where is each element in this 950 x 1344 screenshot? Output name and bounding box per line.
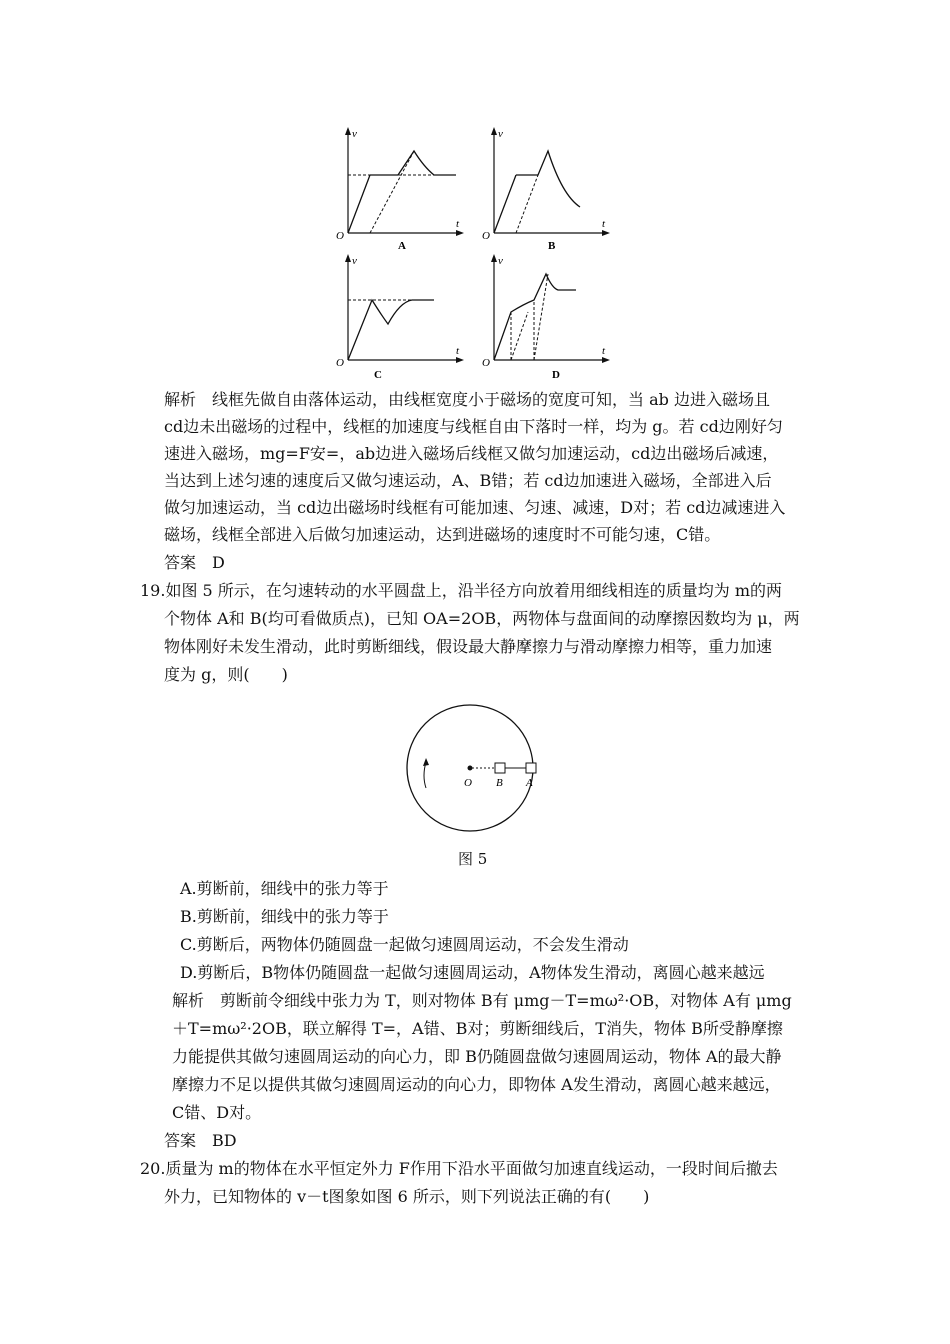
q20-stem-line: 20.质量为 m的物体在水平恒定外力 F作用下沿水平面做匀加速直线运动，一段时间后撤去 [140, 1159, 778, 1178]
center-o-label: O [464, 777, 472, 789]
object-a-label: A [526, 777, 533, 789]
q19-analysis-line: ＋T=mω²·2OB，联立解得 T=，A错、B对；剪断细线后，T消失，物体 B所受静摩擦 [172, 1019, 783, 1038]
q18-analysis-line: 解析 线框先做自由落体运动，由线框宽度小于磁场的宽度可知，当 ab 边进入磁场且 [164, 390, 770, 409]
v-axis-label: v [498, 128, 503, 140]
q19-option-d: D.剪断后，B物体仍随圆盘一起做匀速圆周运动，A物体发生滑动，离圆心越来越远 [180, 963, 765, 982]
graph-a [330, 125, 470, 255]
v-axis-label: v [498, 255, 503, 267]
q20-stem-line: 外力，已知物体的 v－t图象如图 6 所示，则下列说法正确的有( ) [164, 1187, 650, 1206]
q18-analysis-line: 磁场，线框全部进入后做匀加速运动，达到进磁场的速度时不可能匀速，C错。 [164, 525, 721, 544]
q18-analysis-line: cd边未出磁场的过程中，线框的加速度与线框自由下落时一样，均为 g。若 cd边刚好匀 [164, 417, 783, 436]
t-axis-label: t [602, 218, 606, 230]
q19-analysis-line: 解析 剪断前令细线中张力为 T，则对物体 B有 μmg－T=mω²·OB，对物体 A有 μmg [172, 991, 792, 1010]
graph-caption-d: D [552, 369, 560, 381]
t-axis-label: t [456, 345, 460, 357]
q19-stem-line: 度为 g，则( ) [164, 665, 288, 684]
figure-5-disk [400, 698, 560, 838]
q18-analysis-line: 当达到上述匀速的速度后又做匀速运动，A、B错；若 cd边加速进入磁场，全部进入后 [164, 471, 772, 490]
graph-b [476, 125, 616, 255]
graph-caption-a: A [398, 240, 406, 252]
t-axis-label: t [456, 218, 460, 230]
q19-stem-line: 19.如图 5 所示，在匀速转动的水平圆盘上，沿半径方向放着用细线相连的质量均为 m的两 [140, 581, 783, 600]
v-axis-label: v [352, 255, 357, 267]
figure-5-caption: 图 5 [458, 850, 488, 868]
graph-c [330, 252, 470, 382]
origin-label: O [336, 230, 344, 242]
origin-label: O [482, 357, 490, 369]
q19-analysis-line: C错、D对。 [172, 1103, 262, 1122]
q19-stem-line: 物体刚好未发生滑动，此时剪断细线，假设最大静摩擦力与滑动摩擦力相等，重力加速 [164, 637, 773, 656]
graph-d [476, 252, 616, 382]
graph-caption-c: C [374, 369, 382, 381]
origin-label: O [482, 230, 490, 242]
q19-stem-line: 个物体 A和 B(均可看做质点)，已知 OA=2OB，两物体与盘面间的动摩擦因数均为 μ，两 [164, 609, 800, 628]
q19-option-c: C.剪断后，两物体仍随圆盘一起做匀速圆周运动，不会发生滑动 [180, 935, 629, 954]
q18-answer: 答案 D [164, 553, 225, 572]
q18-analysis-line: 速进入磁场，mg=F安=，ab边进入磁场后线框又做匀加速运动，cd边出磁场后减速， [164, 444, 779, 463]
t-axis-label: t [602, 345, 606, 357]
q19-option-a: A.剪断前，细线中的张力等于 [180, 879, 389, 898]
graph-caption-b: B [548, 240, 556, 252]
q19-analysis-line: 力能提供其做匀速圆周运动的向心力，即 B仍随圆盘做匀速圆周运动，物体 A的最大静 [172, 1047, 782, 1066]
q18-analysis-line: 做匀加速运动，当 cd边出磁场时线框有可能加速、匀速、减速，D对；若 cd边减速进入 [164, 498, 786, 517]
q19-answer: 答案 BD [164, 1131, 237, 1150]
q19-analysis-line: 摩擦力不足以提供其做匀速圆周运动的向心力，即物体 A发生滑动，离圆心越来越远， [172, 1075, 781, 1094]
origin-label: O [336, 357, 344, 369]
v-axis-label: v [352, 128, 357, 140]
object-b-label: B [496, 777, 503, 789]
q19-option-b: B.剪断前，细线中的张力等于 [180, 907, 389, 926]
